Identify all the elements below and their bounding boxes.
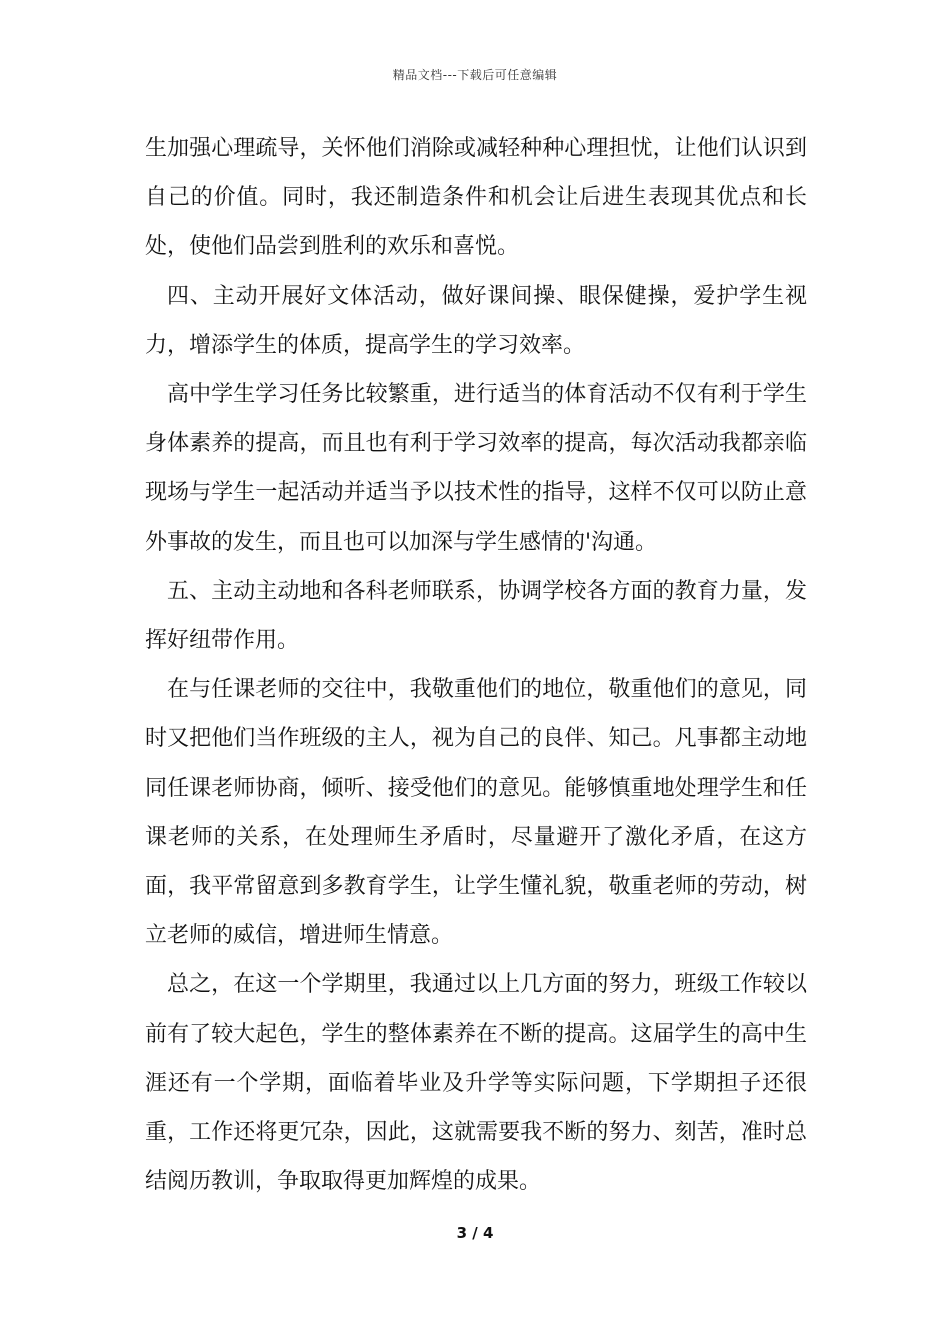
paragraph-section-four: 四、主动开展好文体活动，做好课间操、眼保健操，爱护学生视力，增添学生的体质，提高学生的学习效率。 (145, 283, 807, 358)
page-header: 精品文档---下载后可任意编辑 (392, 68, 558, 82)
paragraph-conclusion: 总之，在这一个学期里，我通过以上几方面的努力，班级工作较以前有了较大起色，学生的整体素养在不断的提高。这届学生的高中生涯还有一个学期，面临着毕业及升学等实际问题，下学期担子还很重，工作还将更冗杂，因此，这就需要我不断的努力、刻苦，准时总结阅历教训，争取取得更加辉煌的成果。 (145, 972, 807, 1195)
page-number: 3 / 4 (456, 1224, 494, 1242)
paragraph-sports: 高中学生学习任务比较繁重，进行适当的体育活动不仅有利于学生身体素养的提高，而且也有利于学习效率的提高，每次活动我都亲临现场与学生一起活动并适当予以技术性的指导，这样不仅可以防止意外事故的发生，而且也可以加深与学生感情的'沟通。 (145, 382, 807, 555)
paragraph-1-continuation: 生加强心理疏导，关怀他们消除或减轻种种心理担忧，让他们认识到自己的价值。同时，我还制造条件和机会让后进生表现其优点和长处，使他们品尝到胜利的欢乐和喜悦。 (145, 136, 807, 260)
paragraph-section-five: 五、主动主动地和各科老师联系，协调学校各方面的教育力量，发挥好纽带作用。 (145, 578, 807, 654)
paragraph-teachers: 在与任课老师的交往中，我敬重他们的地位，敬重他们的意见，同时又把他们当作班级的主人，视为自己的良伴、知己。凡事都主动地同任课老师协商，倾听、接受他们的意见。能够慎重地处理学生和任课老师的关系，在处理师生矛盾时，尽量避开了激化矛盾，在这方面，我平常留意到多教育学生，让学生懂礼貌，敬重老师的劳动，树立老师的威信，增进师生情意。 (145, 677, 807, 949)
document-body (145, 124, 807, 1206)
